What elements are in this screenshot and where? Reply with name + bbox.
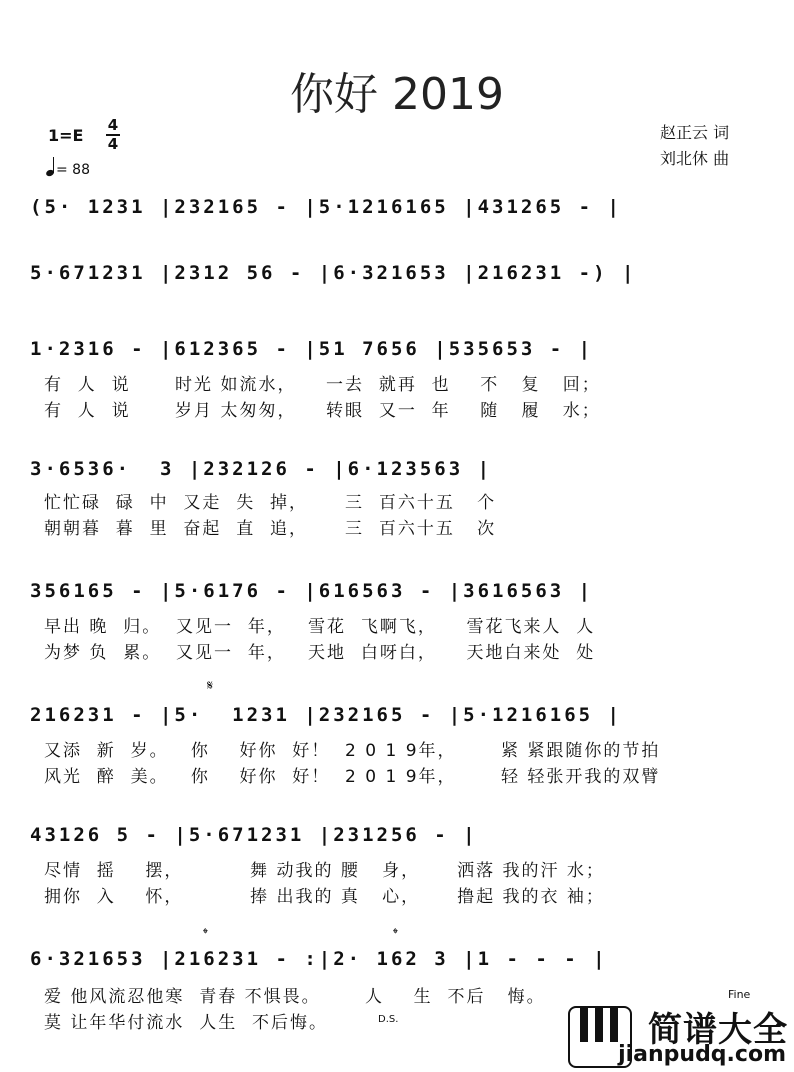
lyricist-credit: 赵正云 词 [660, 123, 730, 142]
watermark-url: jianpudq.com [618, 1042, 786, 1067]
notation-row-2: 5·671231 |2312 56 - |6·321653 |216231 -) | [30, 262, 637, 284]
lyric-row-8-verse-1: 爱 他风流忍他寒 青春 不惧畏。 人 生 不后 悔。 [44, 987, 546, 1007]
coda-icon-1: 𝄌 [203, 926, 208, 942]
watermark-text: 简谱大全 [648, 1010, 788, 1050]
lyric-row-3-verse-1: 有 人 说 时光 如流水， 一去 就再 也 不 复 回； [44, 375, 601, 395]
notation-row-7: 43126 5 - |5·671231 |231256 - | [30, 824, 478, 846]
lyric-row-4-verse-1: 忙忙碌 碌 中 又走 失 掉， 三 百六十五 个 [44, 493, 497, 513]
lyric-row-7-verse-1: 尽情 摇 摆， 舞 动我的 腰 身， 洒落 我的汗 水； [44, 861, 605, 881]
ds-mark: D.S. [378, 1014, 399, 1025]
lyric-row-5-verse-2: 为梦 负 累。 又见一 年， 天地 白呀白， 天地白来处 处 [44, 643, 596, 663]
notation-row-4: 3·6536· 3 |232126 - |6·123563 | [30, 458, 493, 480]
lyric-row-7-verse-2: 拥你 入 怀， 捧 出我的 真 心， 撸起 我的衣 袖； [44, 887, 605, 907]
lyric-row-5-verse-1: 早出 晚 归。 又见一 年， 雪花 飞啊飞， 雪花飞来人 人 [44, 617, 596, 637]
time-signature-top: 4 [107, 116, 119, 134]
lyric-row-6-verse-1: 又添 新 岁。 你 好你 好！ 2 0 1 9年， 紧 紧跟随你的节拍 [44, 741, 661, 761]
lyric-row-8-verse-2: 莫 让年华付流水 人生 不后悔。 [44, 1013, 329, 1033]
notation-row-3: 1·2316 - |612365 - |51 7656 |535653 - | [30, 338, 594, 360]
lyric-row-3-verse-2: 有 人 说 岁月 太匆匆， 转眼 又一 年 随 履 水； [44, 401, 601, 421]
notation-row-8: 6·321653 |216231 - :|2· 162 3 |1 - - - | [30, 948, 608, 970]
quarter-note-stem [53, 157, 54, 173]
fine-mark: Fine [728, 988, 751, 1001]
time-signature [106, 118, 120, 152]
page-title: 你好 2019 [290, 69, 504, 120]
tempo-mark: = 88 [56, 162, 90, 178]
lyric-row-4-verse-2: 朝朝暮 暮 里 奋起 直 追， 三 百六十五 次 [44, 519, 497, 539]
coda-icon-2: 𝄌 [393, 926, 398, 942]
time-signature-bottom: 4 [107, 135, 119, 153]
notation-row-1: (5· 1231 |232165 - |5·1216165 |431265 - | [30, 196, 622, 218]
segno-icon: 𝄋 [207, 678, 214, 694]
lyric-row-6-verse-2: 风光 醉 美。 你 好你 好！ 2 0 1 9年， 轻 轻张开我的双臂 [44, 767, 661, 787]
notation-row-5: 356165 - |5·6176 - |616563 - |3616563 | [30, 580, 594, 602]
composer-credit: 刘北休 曲 [660, 149, 730, 168]
key-signature: 1=E [48, 126, 84, 145]
notation-row-6: 216231 - |5· 1231 |232165 - |5·1216165 | [30, 704, 622, 726]
